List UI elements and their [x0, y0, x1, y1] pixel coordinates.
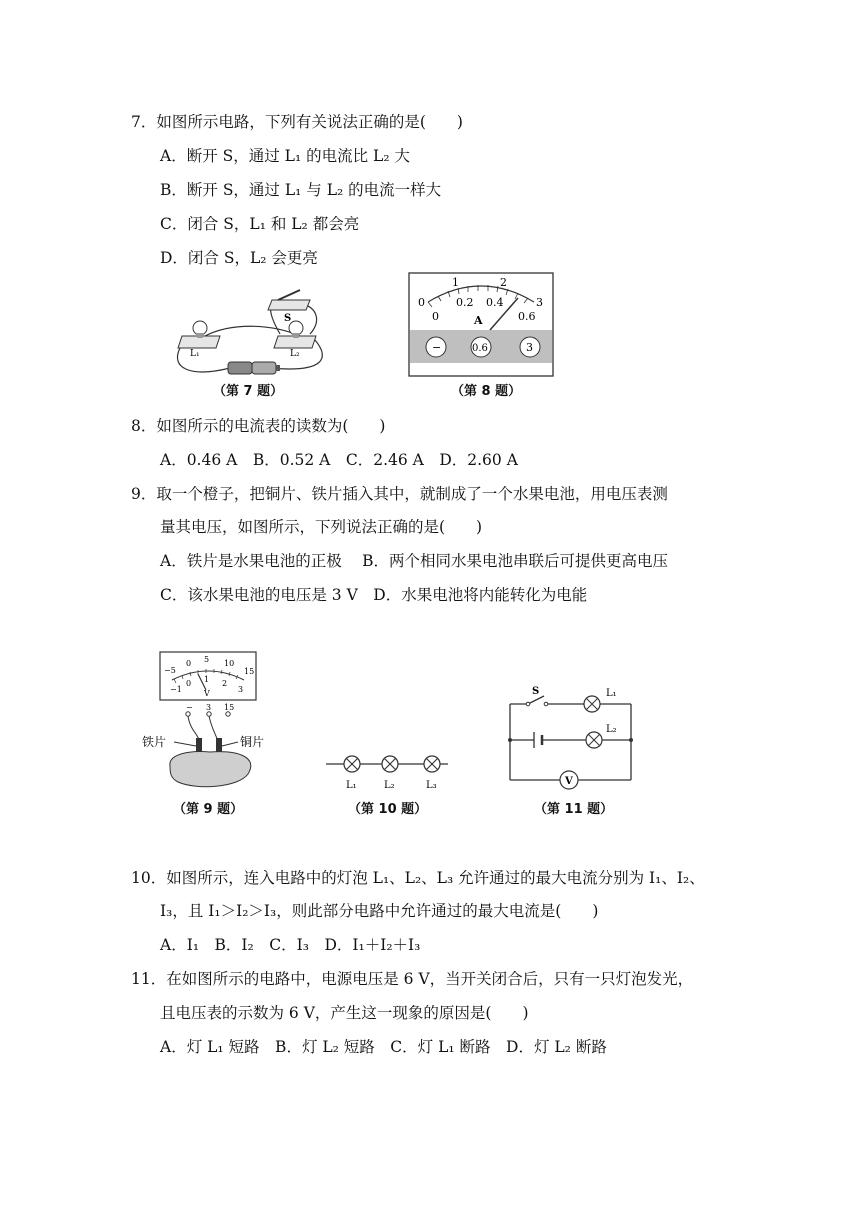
- q7-lamp1-label: L₁: [190, 349, 200, 359]
- q9-scale-bottom-1: 0: [186, 679, 192, 688]
- q10-lamp1-label: L₁: [346, 780, 357, 791]
- q11-caption: （第 11 题）: [534, 802, 614, 817]
- q9-scale-top-1: 0: [186, 659, 192, 668]
- q7-switch-label: S: [284, 313, 292, 324]
- q9-unit-label: V: [204, 689, 210, 698]
- figure-11-circuit: [504, 684, 638, 796]
- q9-stem-line2: 量其电压，如图所示，下列说法正确的是( ): [160, 518, 483, 536]
- q10-lamp2-label: L₂: [384, 780, 395, 791]
- q11-options: A．灯 L₁ 短路 B．灯 L₂ 短路 C．灯 L₁ 断路 D．灯 L₂ 断路: [160, 1038, 607, 1056]
- q7-option-b: B．断开 S，通过 L₁ 与 L₂ 的电流一样大: [160, 181, 442, 199]
- q8-scale-bottom-1: 0.2: [456, 296, 474, 309]
- q8-scale-bottom-0: 0: [432, 310, 439, 323]
- figure-10-series-lamps: [326, 752, 448, 796]
- q9-scale-top-0: −5: [164, 666, 176, 675]
- q9-options-line1: A．铁片是水果电池的正极 B．两个相同水果电池串联后可提供更高电压: [160, 552, 669, 570]
- q9-caption: （第 9 题）: [173, 802, 244, 817]
- figure-8-ammeter: [408, 272, 554, 378]
- q9-terminal-3: 3: [206, 703, 212, 712]
- q9-scale-top-4: 15: [244, 667, 255, 676]
- q9-iron-label: 铁片: [142, 735, 167, 749]
- q8-terminal-3: 3: [526, 341, 533, 354]
- q8-stem: 8．如图所示的电流表的读数为( ): [131, 417, 386, 435]
- q9-copper-label: 铜片: [240, 735, 265, 749]
- q11-stem-line2: 且电压表的示数为 6 V，产生这一现象的原因是( ): [160, 1004, 529, 1022]
- q9-stem-line1: 9．取一个橙子，把铜片、铁片插入其中，就制成了一个水果电池，用电压表测: [131, 485, 668, 503]
- q8-scale-top-0: 0: [418, 296, 425, 309]
- figure-9-fruit-battery: [140, 650, 280, 790]
- q9-scale-bottom-4: 3: [238, 685, 244, 694]
- q7-caption: （第 7 题）: [213, 384, 284, 399]
- q8-scale-bottom-2: 0.4: [486, 296, 504, 309]
- q9-terminal-15: 15: [224, 703, 235, 712]
- q7-option-a: A．断开 S，通过 L₁ 的电流比 L₂ 大: [160, 147, 410, 165]
- q10-caption: （第 10 题）: [348, 802, 428, 817]
- q9-scale-bottom-2: 1: [204, 675, 210, 684]
- q11-meter-label: V: [565, 776, 573, 787]
- q11-stem-line1: 11．在如图所示的电路中，电源电压是 6 V，当开关闭合后，只有一只灯泡发光，: [131, 970, 694, 988]
- q9-terminal-neg: −: [186, 703, 193, 712]
- q11-lamp2-label: L₂: [606, 724, 617, 735]
- q10-lamp3-label: L₃: [426, 780, 437, 791]
- q9-scale-top-2: 5: [204, 655, 210, 664]
- q9-scale-bottom-3: 2: [222, 679, 228, 688]
- q8-unit-label: A: [474, 314, 483, 327]
- q8-caption: （第 8 题）: [451, 384, 522, 399]
- q8-scale-top-3: 3: [536, 296, 543, 309]
- q10-stem-line1: 10．如图所示，连入电路中的灯泡 L₁、L₂、L₃ 允许通过的最大电流分别为 I₁、I₂、: [131, 869, 705, 887]
- q10-stem-line2: I₃，且 I₁＞I₂＞I₃，则此部分电路中允许通过的最大电流是( ): [160, 902, 599, 920]
- q9-scale-top-3: 10: [224, 659, 235, 668]
- q7-lamp2-label: L₂: [290, 349, 300, 359]
- q9-scale-bottom-0: −1: [170, 685, 182, 694]
- q8-scale-top-2: 2: [500, 276, 507, 289]
- q7-option-c: C．闭合 S，L₁ 和 L₂ 都会亮: [160, 215, 360, 233]
- q11-lamp1-label: L₁: [606, 688, 617, 699]
- q9-options-line2: C．该水果电池的电压是 3 V D．水果电池将内能转化为电能: [160, 586, 588, 604]
- q10-options: A．I₁ B．I₂ C．I₃ D．I₁＋I₂＋I₃: [160, 936, 421, 954]
- q8-scale-top-1: 1: [452, 276, 459, 289]
- q11-switch-label: S: [532, 686, 540, 697]
- q8-options: A．0.46 A B．0.52 A C．2.46 A D．2.60 A: [160, 451, 518, 469]
- q8-scale-bottom-3: 0.6: [518, 310, 536, 323]
- q7-option-d: D．闭合 S，L₂ 会更亮: [160, 249, 318, 267]
- q8-terminal-neg: −: [432, 341, 442, 354]
- q8-terminal-06: 0.6: [472, 343, 488, 354]
- q7-stem: 7．如图所示电路，下列有关说法正确的是( ): [131, 113, 463, 131]
